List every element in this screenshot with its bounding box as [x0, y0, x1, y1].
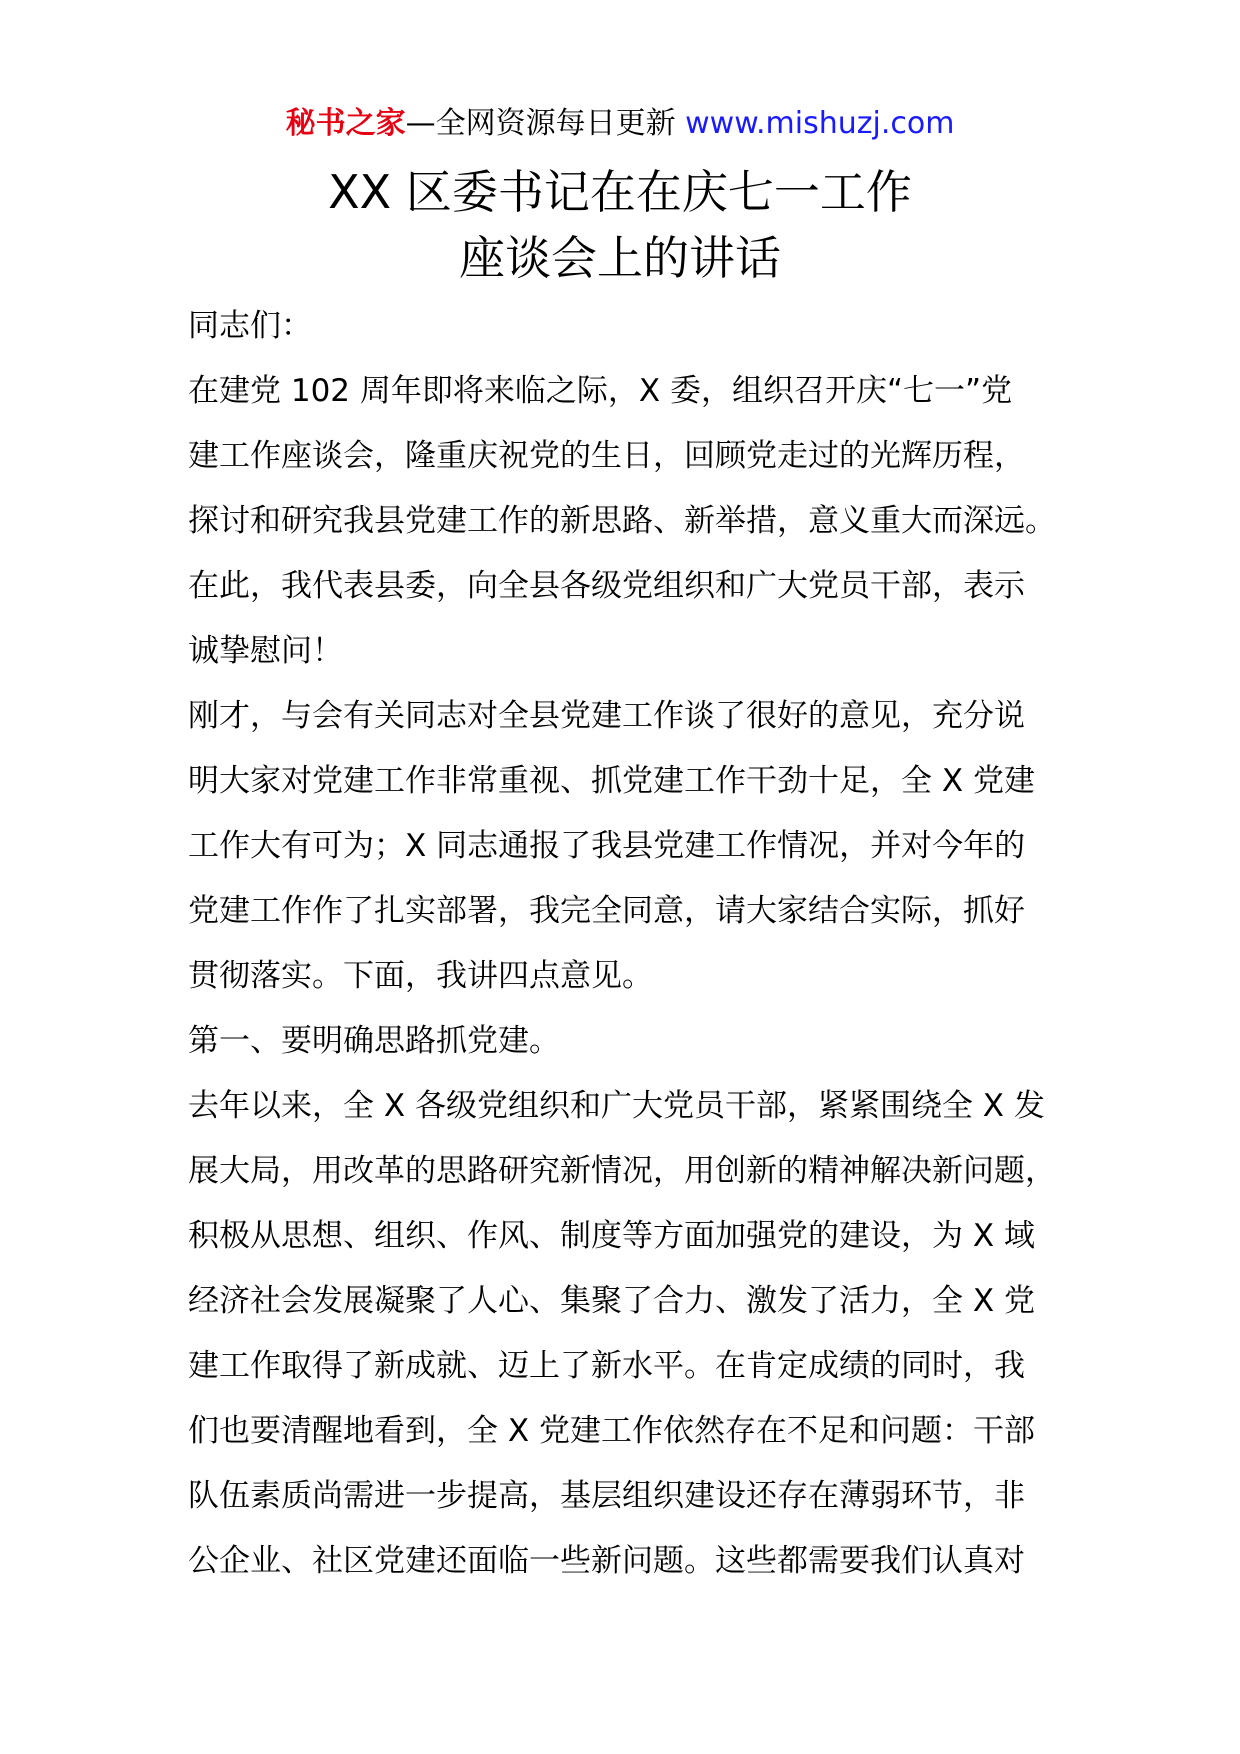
- body-text-line: 明大家对党建工作非常重视、抓党建工作干劲十足，全 X 党建: [188, 763, 1035, 799]
- document-title-line-2: 座谈会上的讲话: [459, 231, 781, 285]
- body-text-line: 在此，我代表县委，向全县各级党组织和广大党员干部，表示: [188, 568, 1025, 604]
- site-header: [0, 100, 1240, 148]
- document-title-line-1: XX 区委书记在在庆七一工作: [328, 165, 912, 219]
- document-body: [188, 294, 1088, 1594]
- site-url-link[interactable]: www.mishuzj.com: [685, 106, 955, 141]
- body-text-line: 建工作座谈会，隆重庆祝党的生日，回顾党走过的光辉历程，: [188, 438, 1025, 474]
- body-text-line: 刚才，与会有关同志对全县党建工作谈了很好的意见，充分说: [188, 698, 1025, 734]
- brand-name: 秘书之家: [285, 106, 406, 141]
- body-text-line: 积极从思想、组织、作风、制度等方面加强党的建设，为 X 域: [188, 1218, 1035, 1254]
- body-text-line: 工作大有可为；X 同志通报了我县党建工作情况，并对今年的: [188, 828, 1026, 864]
- body-text-line: 展大局，用改革的思路研究新情况，用创新的精神解决新问题，: [188, 1153, 1056, 1189]
- body-text-line: 贯彻落实。下面，我讲四点意见。: [188, 958, 653, 994]
- body-text-line: 队伍素质尚需进一步提高，基层组织建设还存在薄弱环节，非: [188, 1478, 1025, 1514]
- body-text-line: 建工作取得了新成就、迈上了新水平。在肯定成绩的同时，我: [188, 1348, 1025, 1384]
- body-text-line: 诚挚慰问！: [188, 633, 343, 669]
- body-text-line: 去年以来，全 X 各级党组织和广大党员干部，紧紧围绕全 X 发: [188, 1088, 1045, 1124]
- body-text-line: 探讨和研究我县党建工作的新思路、新举措，意义重大而深远。: [188, 503, 1056, 539]
- header-tagline: —全网资源每日更新: [405, 106, 686, 141]
- body-text-line: 们也要清醒地看到，全 X 党建工作依然存在不足和问题：干部: [188, 1413, 1035, 1449]
- body-text-line: 在建党 102 周年即将来临之际，X 委，组织召开庆“七一”党: [188, 373, 1013, 409]
- body-text-line: 党建工作作了扎实部署，我完全同意，请大家结合实际，抓好: [188, 893, 1025, 929]
- body-text-line: 同志们：: [188, 308, 312, 344]
- body-text-line: 公企业、社区党建还面临一些新问题。这些都需要我们认真对: [188, 1543, 1025, 1579]
- body-text-line: 经济社会发展凝聚了人心、集聚了合力、激发了活力，全 X 党: [188, 1283, 1035, 1319]
- body-text-line: 第一、要明确思路抓党建。: [188, 1023, 560, 1059]
